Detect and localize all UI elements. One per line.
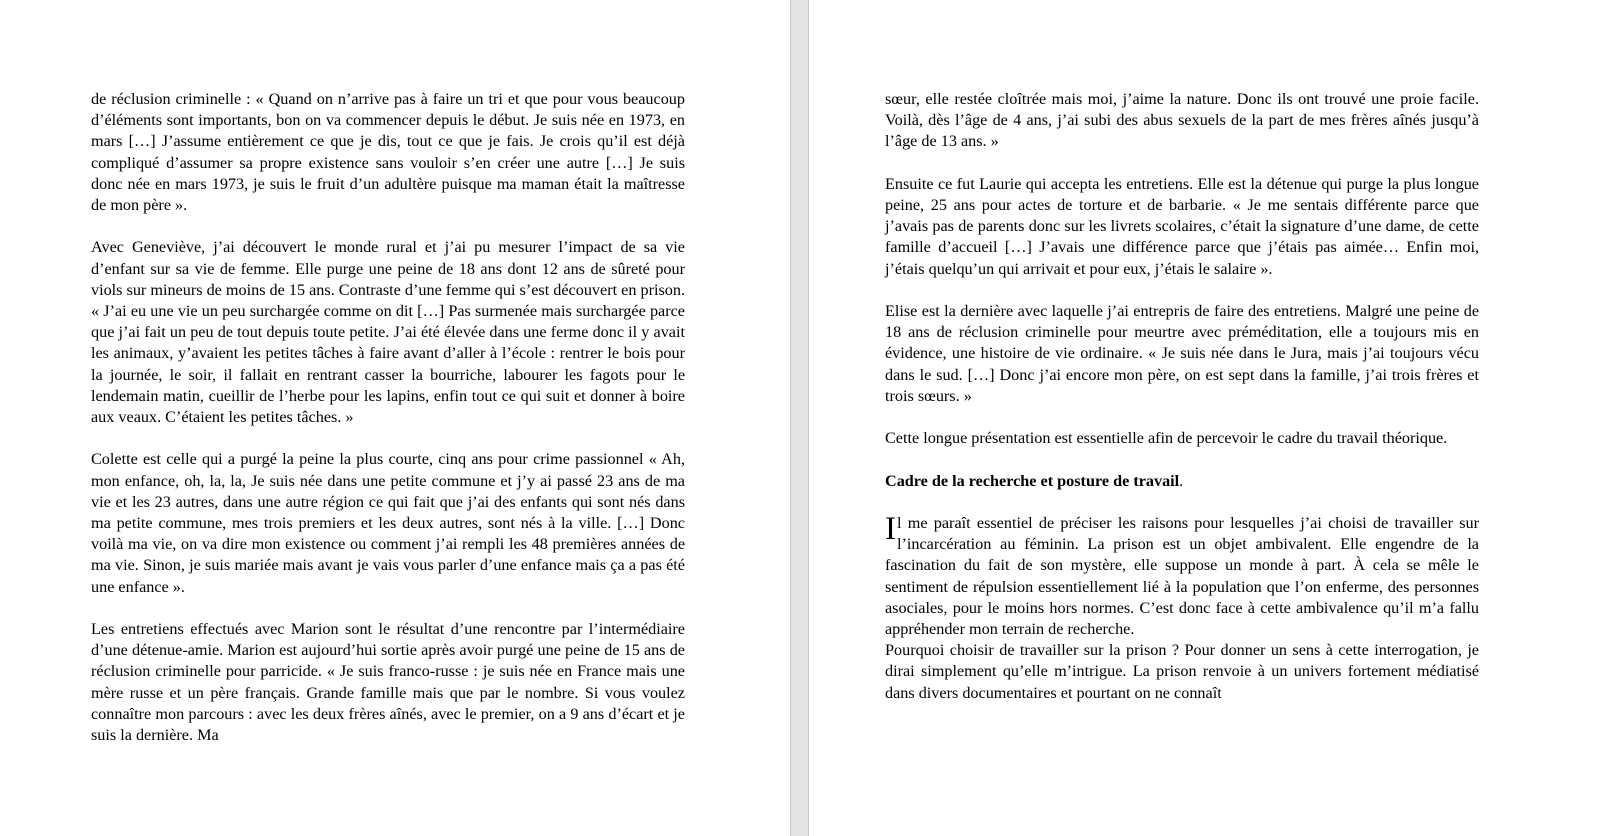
- drop-cap: I: [885, 510, 896, 547]
- left-page: [0, 0, 790, 836]
- paragraph: Colette est celle qui a purgé la peine la plus courte, cinq ans pour crime passionnel « Ah, mon enfance, oh, la, la, Je suis née dans une petite commune et j’y ai passé 23 ans de ma vie et les 23 autres, dans une autre région ce qui fait que j’ai des enfants qui sont nés dans ma petite commune, mes trois premiers et les deux autres, sont nés à la ville. […] Donc voilà ma vie, on va dire mon existence ou comment j’ai rempli les 48 premières années de ma vie. Sinon, je suis mariée mais avant je vais vous parler d’une enfance mais ça a pas été une enfance ».: [91, 450, 685, 596]
- paragraph: Elise est la dernière avec laquelle j’ai entrepris de faire des entretiens. Malgré une peine de 18 ans de réclusion criminelle pour meurtre avec préméditation, elle a toujours mis en évidence, une histoire de vie ordinaire. « Je suis née dans le Jura, mais j’ai toujours vécu dans le sud. […] Donc j’ai encore mon père, on est sept dans la famille, j’ai trois frères et trois sœurs. »: [885, 302, 1479, 405]
- paragraph: Ensuite ce fut Laurie qui accepta les entretiens. Elle est la détenue qui purge la plus longue peine, 25 ans pour actes de torture et de barbarie. « Je me sentais différente parce que j’avais pas de parents donc sur les livrets scolaires, c’était la signature d’une dame, de cette famille d’accueil […] J’avais une différence parce que j’étais pas aimée… Enfin moi, j’étais quelqu’un qui arrivait et pour eux, j’étais le salaire ».: [885, 174, 1479, 278]
- page-gutter: [790, 0, 809, 836]
- paragraph: sœur, elle restée cloîtrée mais moi, j’aime la nature. Donc ils ont trouvé une proie facile. Voilà, dès l’âge de 4 ans, j’ai subi des abus sexuels de la part de mes frères aînés jusqu’à l’âge de 13 ans. »: [885, 90, 1479, 151]
- paragraph: Cette longue présentation est essentielle afin de percevoir le cadre du travail théorique.: [885, 429, 1448, 448]
- paragraph: Pourquoi choisir de travailler sur la prison ? Pour donner un sens à cette interrogation, je dirai simplement qu’elle m’intrigue. La prison renvoie à un univers fortement médiatisé dans divers documentaires et pourtant on ne connaît: [885, 641, 1479, 702]
- right-page-text: [885, 89, 1479, 704]
- section-heading-punct: .: [1179, 471, 1184, 490]
- paragraph: de réclusion criminelle : « Quand on n’arrive pas à faire un tri et que pour vous beaucoup d’éléments sont importants, bon on va commencer depuis le début. Je suis née en 1973, en mars […] J’assume entièrement ce que je dis, tout ce que je fais. Je crois qu’il est déjà compliqué d’assumer sa propre existence sans vouloir s’en créer une autre […] Je suis donc née en mars 1973, je suis le fruit d’un adultère puisque ma maman était la maîtresse de mon père ».: [91, 90, 685, 215]
- right-page: [809, 0, 1599, 836]
- dropcap-paragraph-text: l me paraît essentiel de préciser les raisons pour lesquelles j’ai choisi de travailler sur l’incarcération au féminin. La prison est un objet ambivalent. Elle engendre de la fascination du fait de son mystère, elle suppose un monde à part. À cela se mêle le sentiment de répulsion essentiellement lié à la population que l’on enferme, des personnes asociales, pour le moins hors normes. C’est donc face à cette ambivalence qu’il m’a fallu appréhender mon terrain de recherche.: [885, 513, 1479, 638]
- left-page-text: [91, 89, 685, 767]
- section-heading: [885, 471, 1479, 492]
- paragraph: Avec Geneviève, j’ai découvert le monde rural et j’ai pu mesurer l’impact de sa vie d’enfant sur sa vie de femme. Elle purge une peine de 18 ans dont 12 ans de sûreté pour viols sur mineurs de moins de 15 ans. Contraste d’une femme qui s’est découvert en prison. « J’ai eu une vie un peu surchargée comme on dit […] Pas surmenée mais surchargée parce que j’ai fait un peu de tout depuis toute petite. J’ai été élevée dans une ferme donc il y avait les animaux, y’avaient les petites tâches à faire avant d’aller à l’école : rentrer le bois pour la journée, le soir, il fallait en rentrant casser la bourriche, labourer les fagots pour le lendemain matin, cueillir de l’herbe pour les lapins, enfin tout ce qui suit et donner à boire aux veaux. C’étaient les petites tâches. »: [91, 238, 685, 427]
- dropcap-paragraph: [885, 510, 1479, 640]
- paragraph: Les entretiens effectués avec Marion sont le résultat d’une rencontre par l’intermédiaire d’une détenue-amie. Marion est aujourd’hui sortie après avoir purgé une peine de 15 ans de réclusion criminelle pour parricide. « Je suis franco-russe : je suis née en France mais une mère russe et un père français. Grande famille mais que par le nombre. Si vous voulez connaître mon parcours : avec les deux frères aînés, avec le premier, on a 9 ans d’écart et je suis la dernière. Ma: [91, 620, 685, 745]
- section-heading-text: Cadre de la recherche et posture de travail: [885, 471, 1180, 490]
